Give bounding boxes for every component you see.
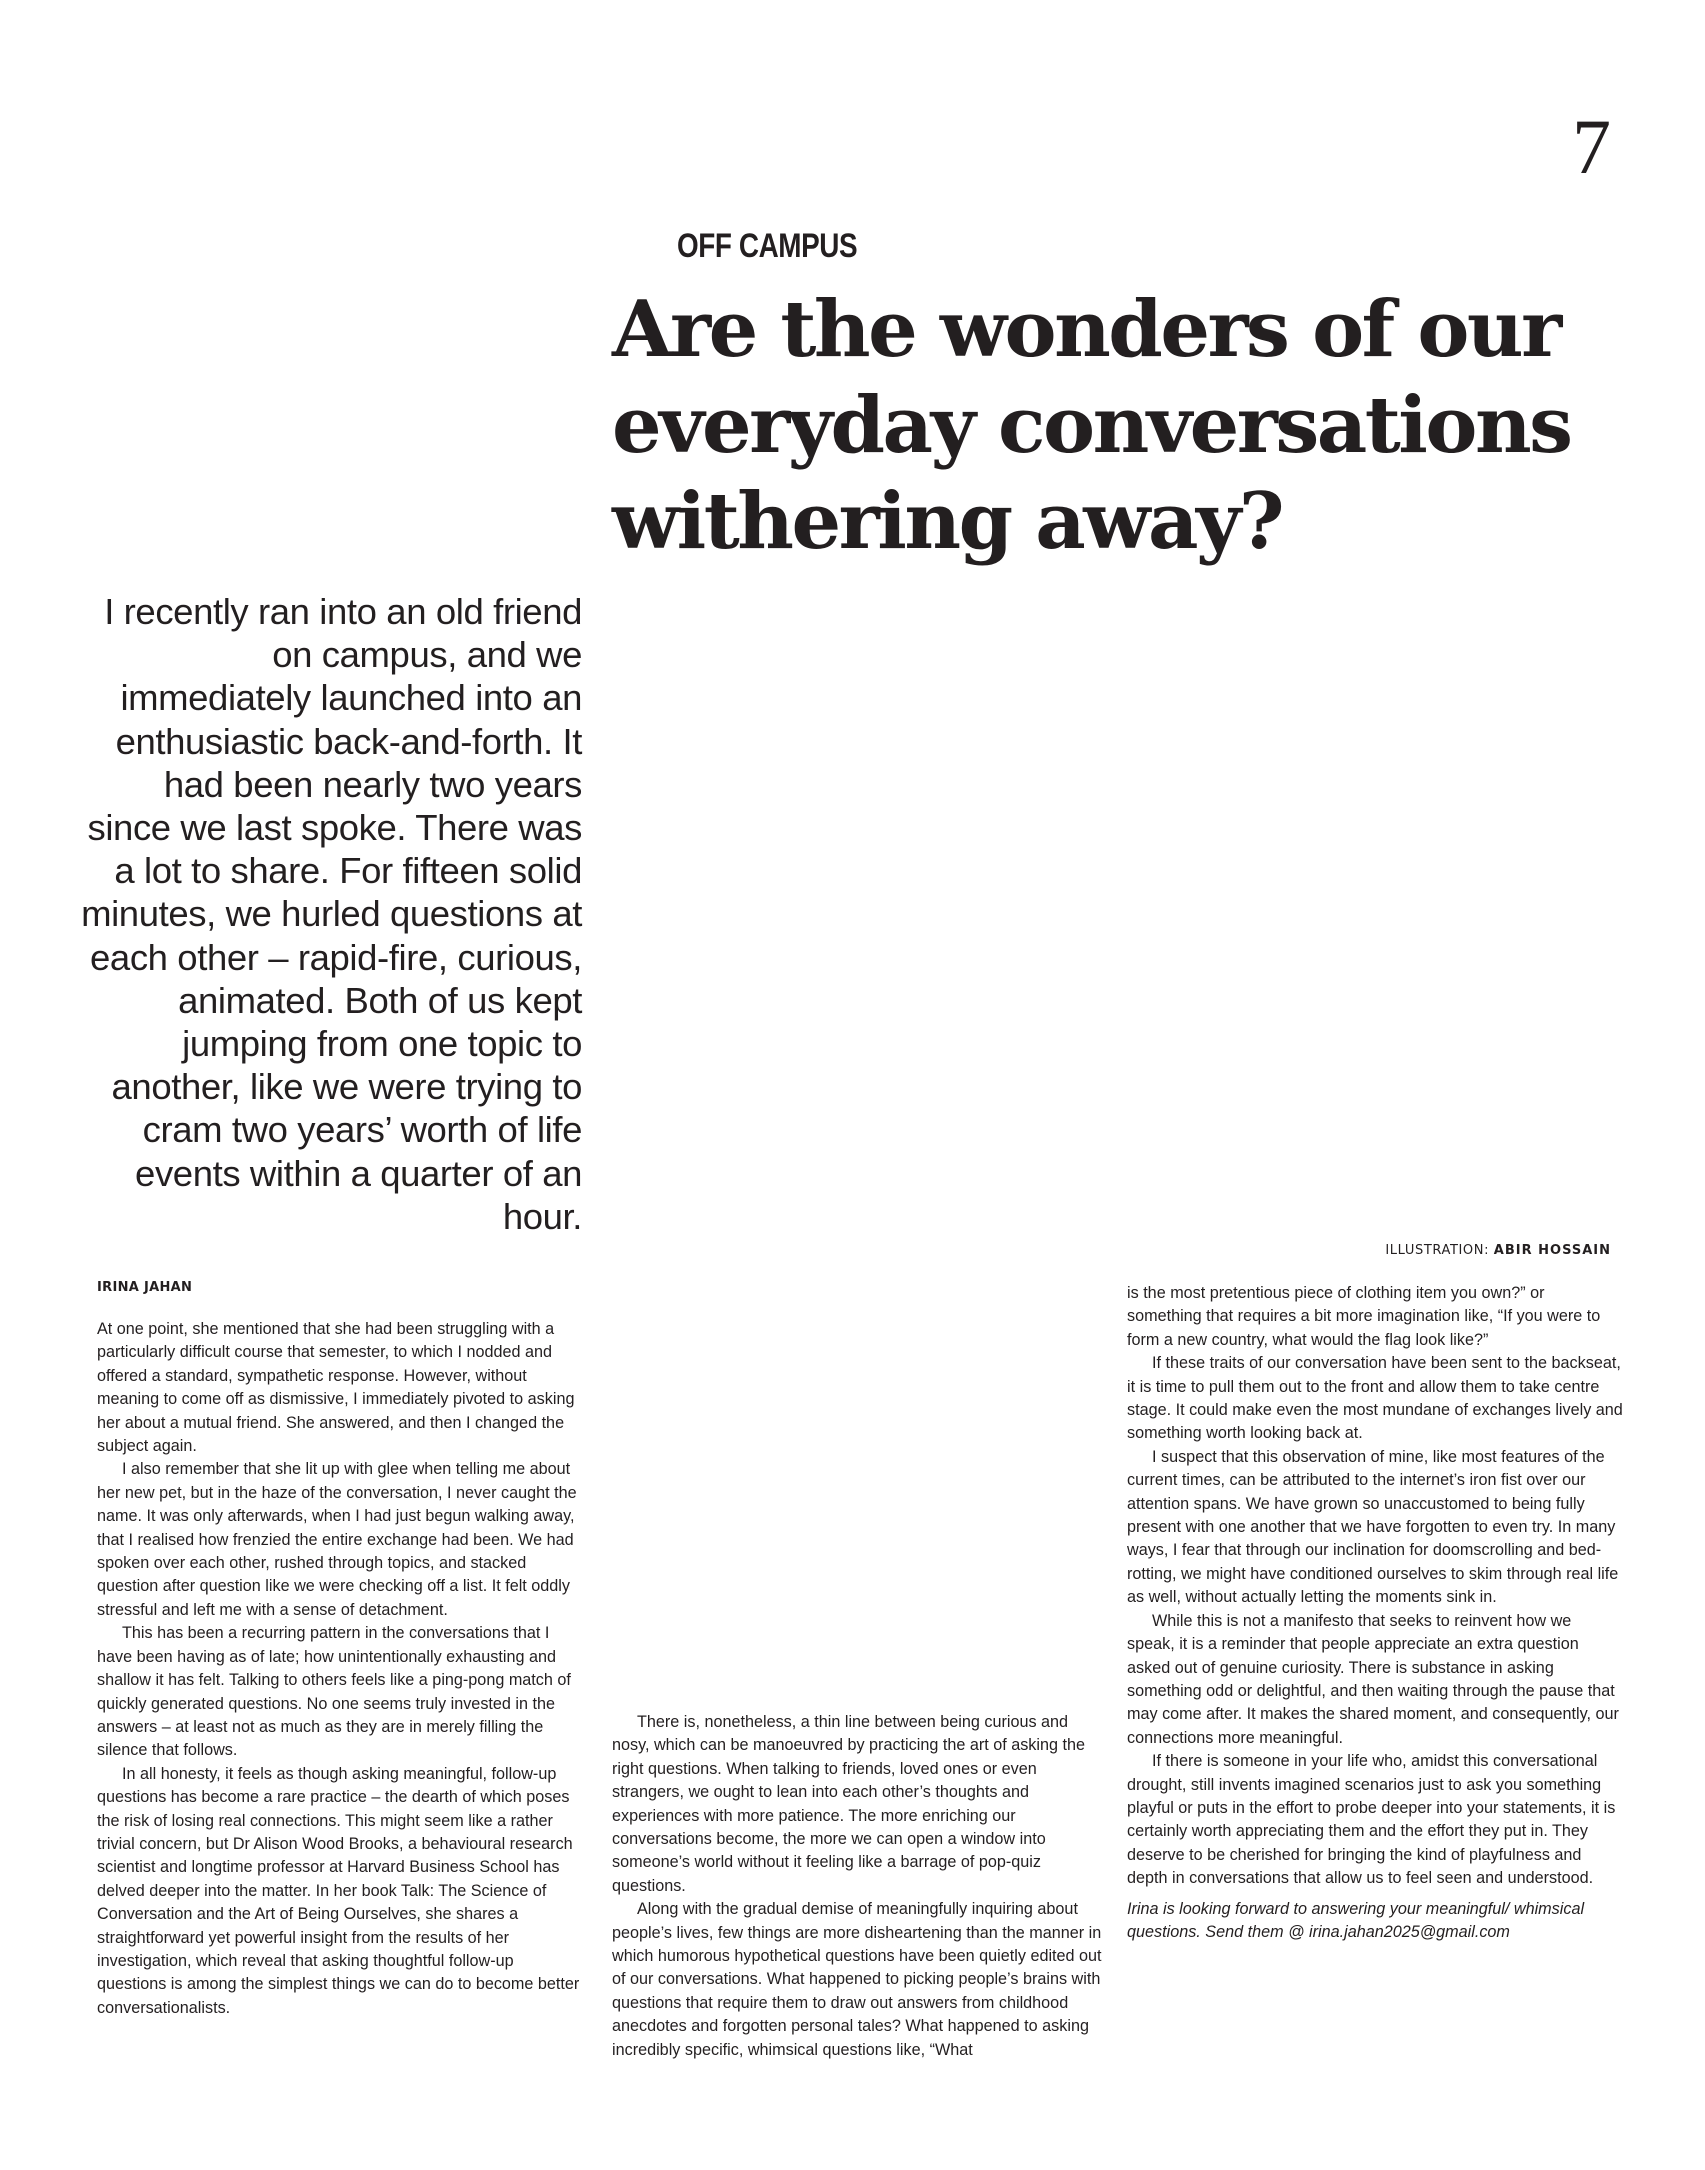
section-label: OFF CAMPUS (677, 227, 858, 265)
paragraph: There is, nonetheless, a thin line between being curious and nosy, which can be manoeuvred by practicing the art of asking the right questions. When talking to friends, loved ones or even strangers, we ought to lean into each other’s thoughts and experiences with more patience. The more enriching our conversations become, the more we can open a window into someone’s world without it feeling like a barrage of pop-quiz questions. (612, 1713, 1086, 1895)
credit-name: ABIR HOSSAIN (1493, 1243, 1611, 1258)
body-column-3 (1127, 1282, 1623, 1944)
illustration-area (612, 590, 1612, 1230)
article-headline: Are the wonders of our everyday conversations withering away? (612, 284, 1571, 567)
paragraph: Along with the gradual demise of meaningfully inquiring about people’s lives, few things are more disheartening than the manner in which humorous hypothetical questions have been quietly edited out of our conversations. What happened to picking people’s brains with questions that require them to draw out answers from childhood anecdotes and forgotten personal tales? What happened to asking incredibly specific, whimsical questions like, “What (612, 1900, 1102, 2059)
author-note: Irina is looking forward to answering your meaningful/ whimsical questions. Send them @ irina.jahan2025@gmail.com (1127, 1899, 1585, 1941)
article-standfirst: I recently ran into an old friend on campus, and we immediately launched into an enthusiastic back-and-forth. It had been nearly two years since we last spoke. There was a lot to share. For fifteen solid minutes, we hurled questions at each other – rapid-fire, curious, animated. Both of us kept jumping from one topic to another, like we were trying to cram two years’ worth of life events within a quarter of an hour. (81, 591, 582, 1237)
credit-label: ILLUSTRATION: (1385, 1243, 1490, 1258)
paragraph: If there is someone in your life who, amidst this conversational drought, still invents imagined scenarios just to ask you something playful or puts in the effort to probe deeper into your statements, it is certainly worth appreciating them and the effort they put in. They deserve to be cherished for bringing the kind of playfulness and depth in conversations that allow us to feel seen and understood. (1127, 1752, 1616, 1888)
paragraph: If these traits of our conversation have been sent to the backseat, it is time to pull them out to the front and allow them to take centre stage. It could make even the most mundane of exchanges lively and something worth looking back at. (1127, 1354, 1623, 1443)
paragraph: I also remember that she lit up with glee when telling me about her new pet, but in the haze of the conversation, I never caught the name. It was only afterwards, when I had just begun walking away, that I realised how frenzied the entire exchange had been. We had spoken over each other, rushed through topics, and stacked question after question like we were checking off a list. It felt oddly stressful and left me with a sense of detachment. (97, 1460, 577, 1619)
paragraph: This has been a recurring pattern in the conversations that I have been having as of late; how unintentionally exhausting and shallow it has felt. Talking to others feels like a ping-pong match of quickly generated questions. No one seems truly invested in the answers – at least not as much as they are in merely filling the silence that follows. (97, 1624, 571, 1760)
paragraph: is the most pretentious piece of clothing item you own?” or something that requires a bit more imagination like, “If you were to form a new country, what would the flag look like?” (1127, 1284, 1601, 1349)
paragraph: I suspect that this observation of mine, like most features of the current times, can be attributed to the internet’s iron fist over our attention spans. We have grown so unaccustomed to being fully present with one another that we have forgotten to even try. In many ways, I fear that through our inclination for doomscrolling and bed-rotting, we might have conditioned ourselves to skim through real life as well, without actually letting the moments sink in. (1127, 1447, 1619, 1607)
paragraph: While this is not a manifesto that seeks to reinvent how we speak, it is a reminder that people appreciate an extra question asked out of genuine curiosity. There is substance in asking something odd or delightful, and then waiting through the pause that may come after. It makes the shared moment, and consequently, our connections more meaningful. (1127, 1611, 1619, 1747)
body-column-2 (612, 1711, 1102, 2062)
body-column-1 (97, 1318, 587, 2020)
paragraph: In all honesty, it feels as though asking meaningful, follow-up questions has become a rare practice – the dearth of which poses the risk of losing real connections. This might seem like a rather trivial concern, but Dr Alison Wood Brooks, a behavioural research scientist and longtime professor at Harvard Business School has delved deeper into the matter. In her book Talk: The Science of Conversation and the Art of Being Ourselves, she shares a straightforward yet powerful insight from the results of her investigation, which reveal that asking thoughtful follow-up questions is among the simplest things we can do to become better conversationalists. (97, 1764, 580, 2017)
paragraph: At one point, she mentioned that she had been struggling with a particularly difficult course that semester, to which I nodded and offered a standard, sympathetic response. However, without meaning to come off as dismissive, I immediately pivoted to asking her about a mutual friend. She answered, and then I changed the subject again. (97, 1320, 575, 1456)
illustration-credit (1385, 1243, 1611, 1258)
author-byline: IRINA JAHAN (97, 1280, 193, 1295)
page-number: 7 (1572, 103, 1611, 190)
